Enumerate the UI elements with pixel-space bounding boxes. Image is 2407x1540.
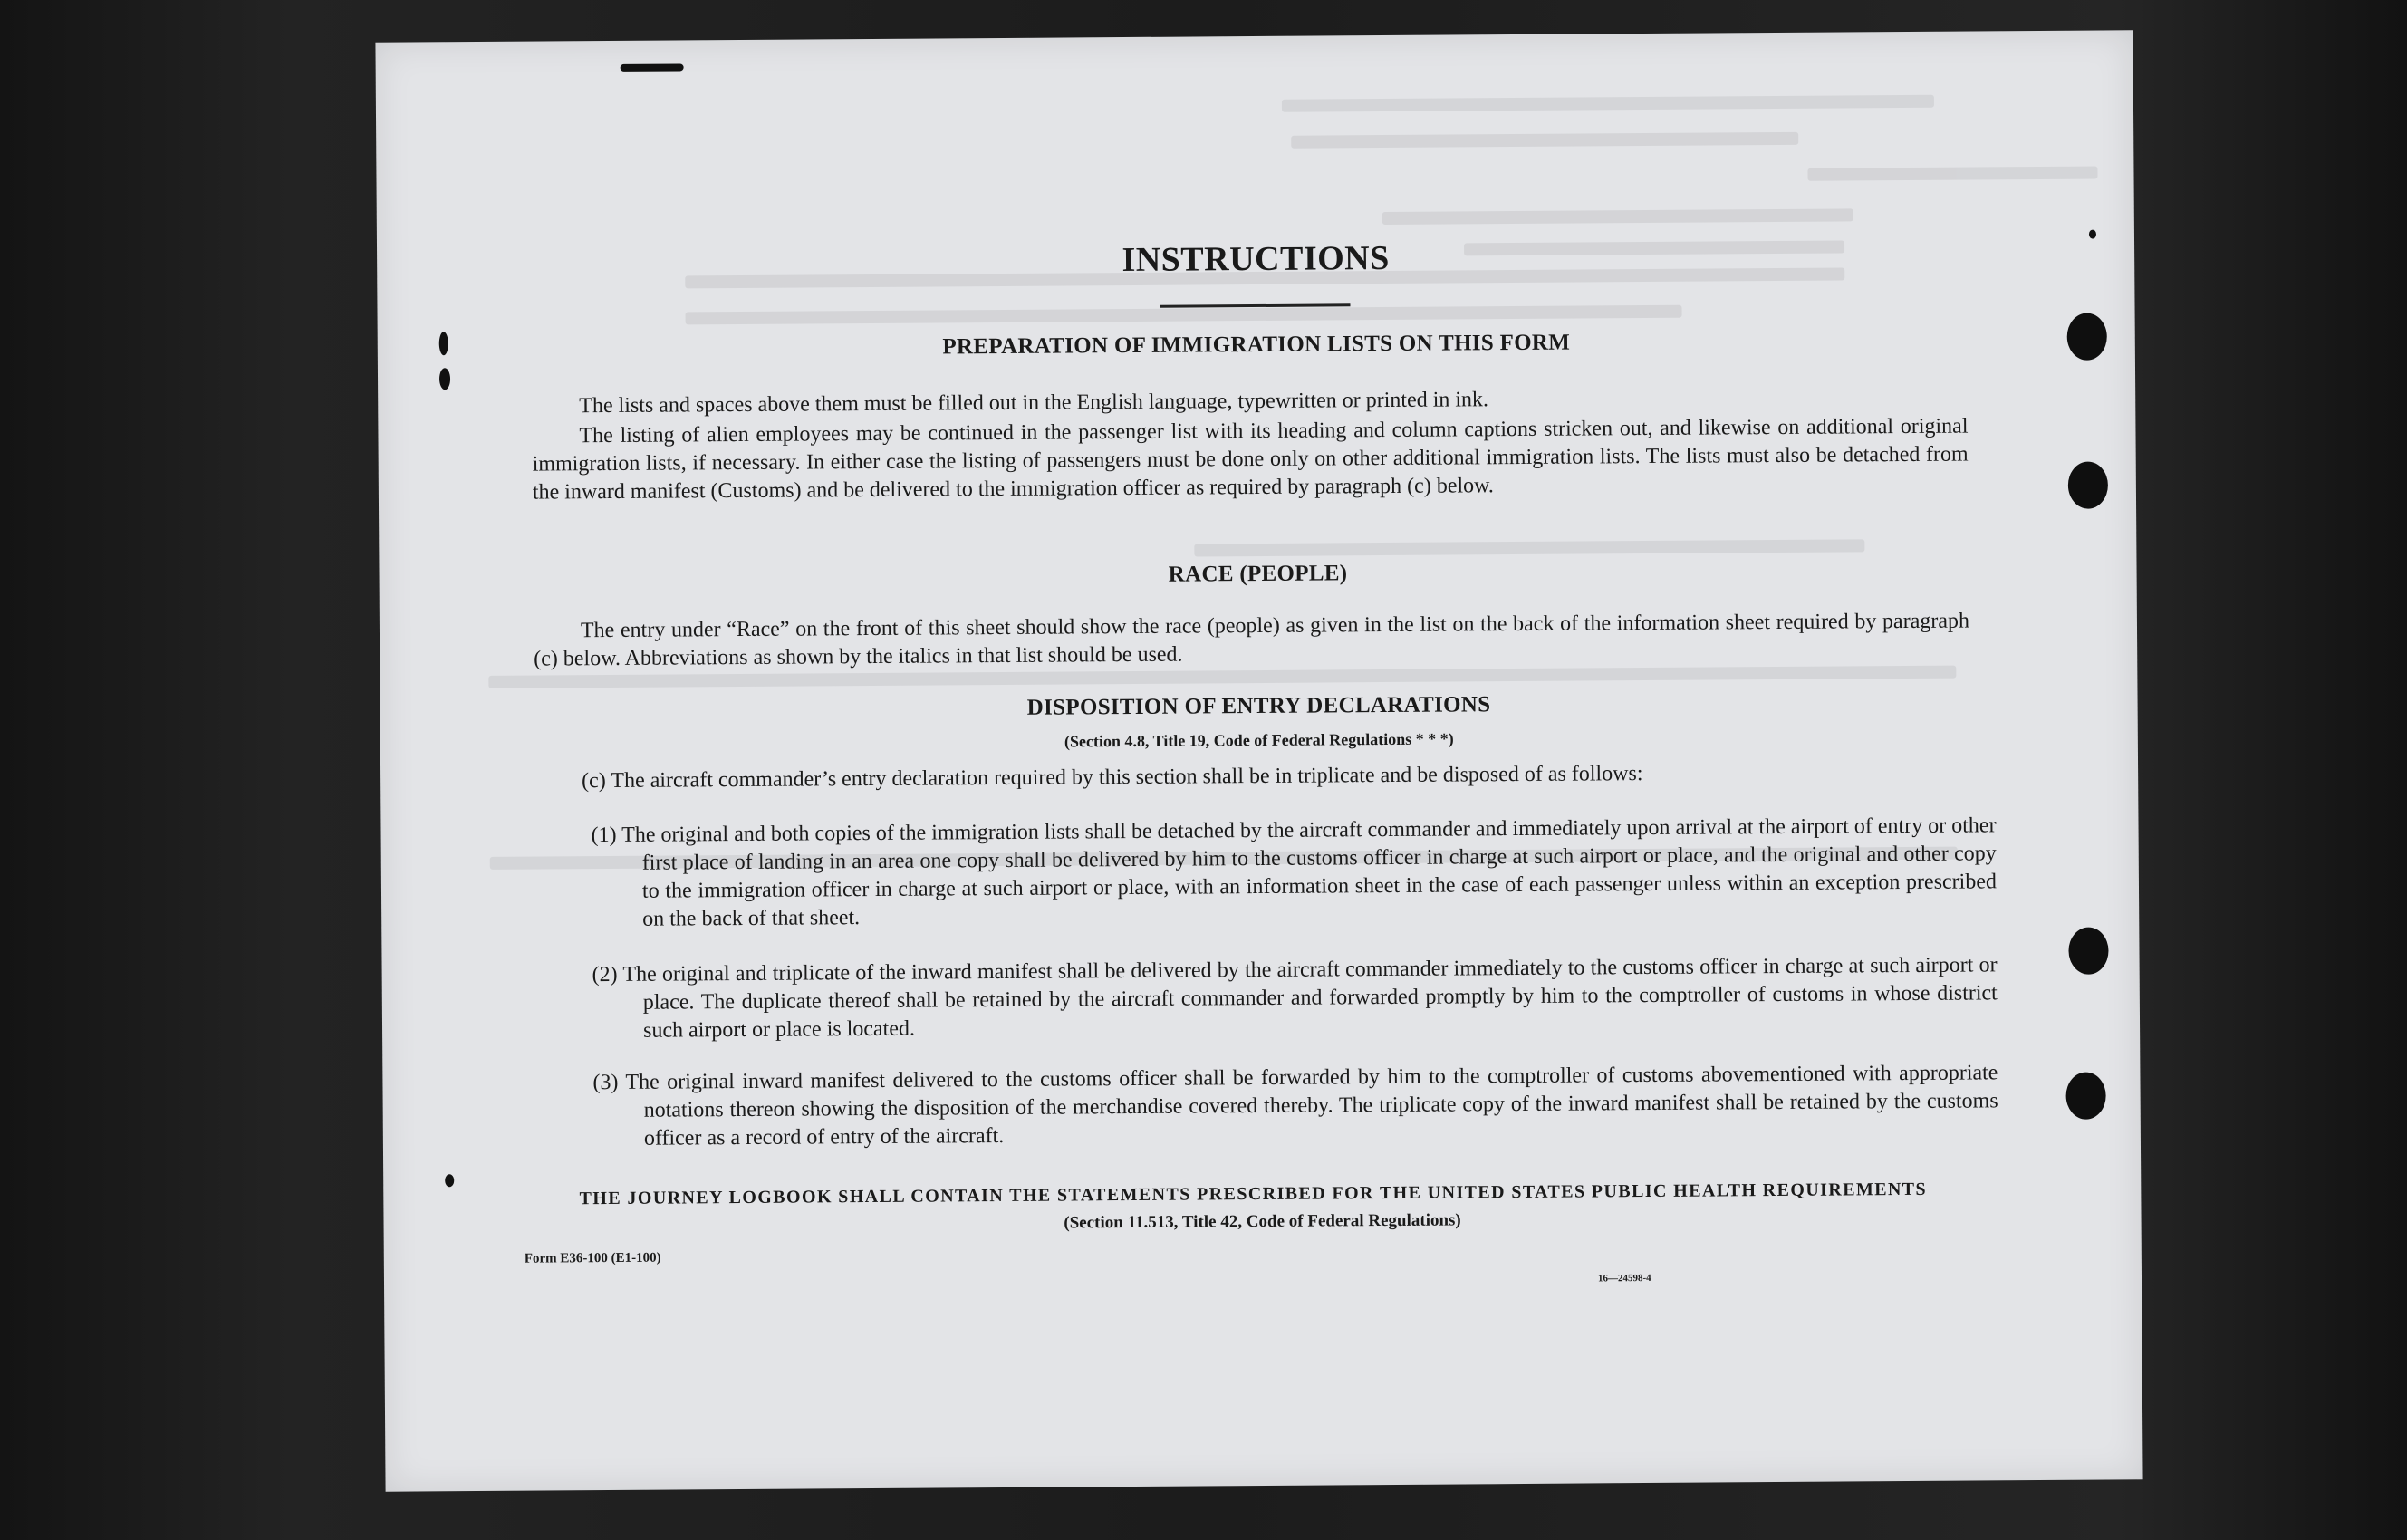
race-paragraph: The entry under “Race” on the front of this sheet should show the race (people) as given in the list on the back of the information sheet required by paragraph (c) below. Abbreviations as shown by the italics in that list should be used.	[534, 609, 1970, 671]
printing-code: 16—24598-4	[1597, 1272, 1651, 1285]
disposition-item-text: The original and both copies of the immigration lists shall be detached by the aircraft commander and immediately upon arrival at the airport of entry or other first place of landing in an area one copy shall be delivered by him to the customs officer in charge at such airport or place, and the original and other copy to the immigration officer in charge at such airport or place, with an information sheet in the case of each passenger unless within an exception prescribed on the back of that sheet.	[621, 813, 1998, 931]
preparation-paragraph-1: The lists and spaces above them must be filled out in the English language, typewritten or printed in ink.	[579, 388, 1489, 419]
disposition-intro	[582, 758, 1970, 796]
section-heading-preparation: PREPARATION OF IMMIGRATION LISTS ON THIS FORM	[942, 330, 1571, 360]
preparation-paragraph-2: The listing of alien employees may be continued in the passenger list with its heading and column captions stricken out, and likewise on additional original immigration lists, if necessary. In either case the listing of passengers must be done only on other additional immigration lists. The lists must also be detached from the inward manifest (Customs) and be delivered to the immigration officer as required by paragraph (c) below.	[532, 414, 1969, 505]
footer-regulation-citation: (Section 11.513, Title 42, Code of Federal Regulations)	[1064, 1210, 1461, 1233]
section-subheading-disposition: (Section 4.8, Title 19, Code of Federal Regulations * * *)	[1064, 729, 1454, 751]
section-heading-race: RACE (PEOPLE)	[1168, 561, 1348, 587]
form-number: Form E36-100 (E1-100)	[524, 1250, 661, 1266]
disposition-intro-text: The aircraft commander’s entry declaration required by this section shall be in triplicate and be disposed of as follows:	[611, 762, 1643, 793]
document-page	[375, 30, 2142, 1492]
disposition-item	[592, 951, 1998, 1045]
disposition-item	[591, 812, 1998, 934]
list-marker: (c)	[582, 769, 606, 794]
disposition-item	[592, 1059, 1998, 1153]
title-underline	[1160, 303, 1350, 307]
disposition-item-text: The original and triplicate of the inward manifest shall be delivered by the aircraft commander immediately to the customs officer in charge at such airport or place. The duplicate thereof shall be retained by the aircraft commander and forwarded promptly by him to the comptroller of customs in whose district such airport or place is located.	[622, 953, 1998, 1043]
document-content	[375, 30, 2142, 1492]
section-heading-disposition: DISPOSITION OF ENTRY DECLARATIONS	[1026, 692, 1491, 720]
page-title: INSTRUCTIONS	[1122, 238, 1390, 280]
footer-health-requirements: THE JOURNEY LOGBOOK SHALL CONTAIN THE STATEMENTS PRESCRIBED FOR THE UNITED STATES PUBLIC HEALTH REQUIREMENTS	[579, 1179, 1928, 1209]
disposition-item-text: The original inward manifest delivered to the customs officer shall be forwarded by him to the comptroller of customs abovementioned with appropriate notations thereon showing the disposition of the merchandise covered thereby. The triplicate copy of the inward manifest shall be retained by the customs officer as a record of entry of the aircraft.	[625, 1061, 1998, 1150]
